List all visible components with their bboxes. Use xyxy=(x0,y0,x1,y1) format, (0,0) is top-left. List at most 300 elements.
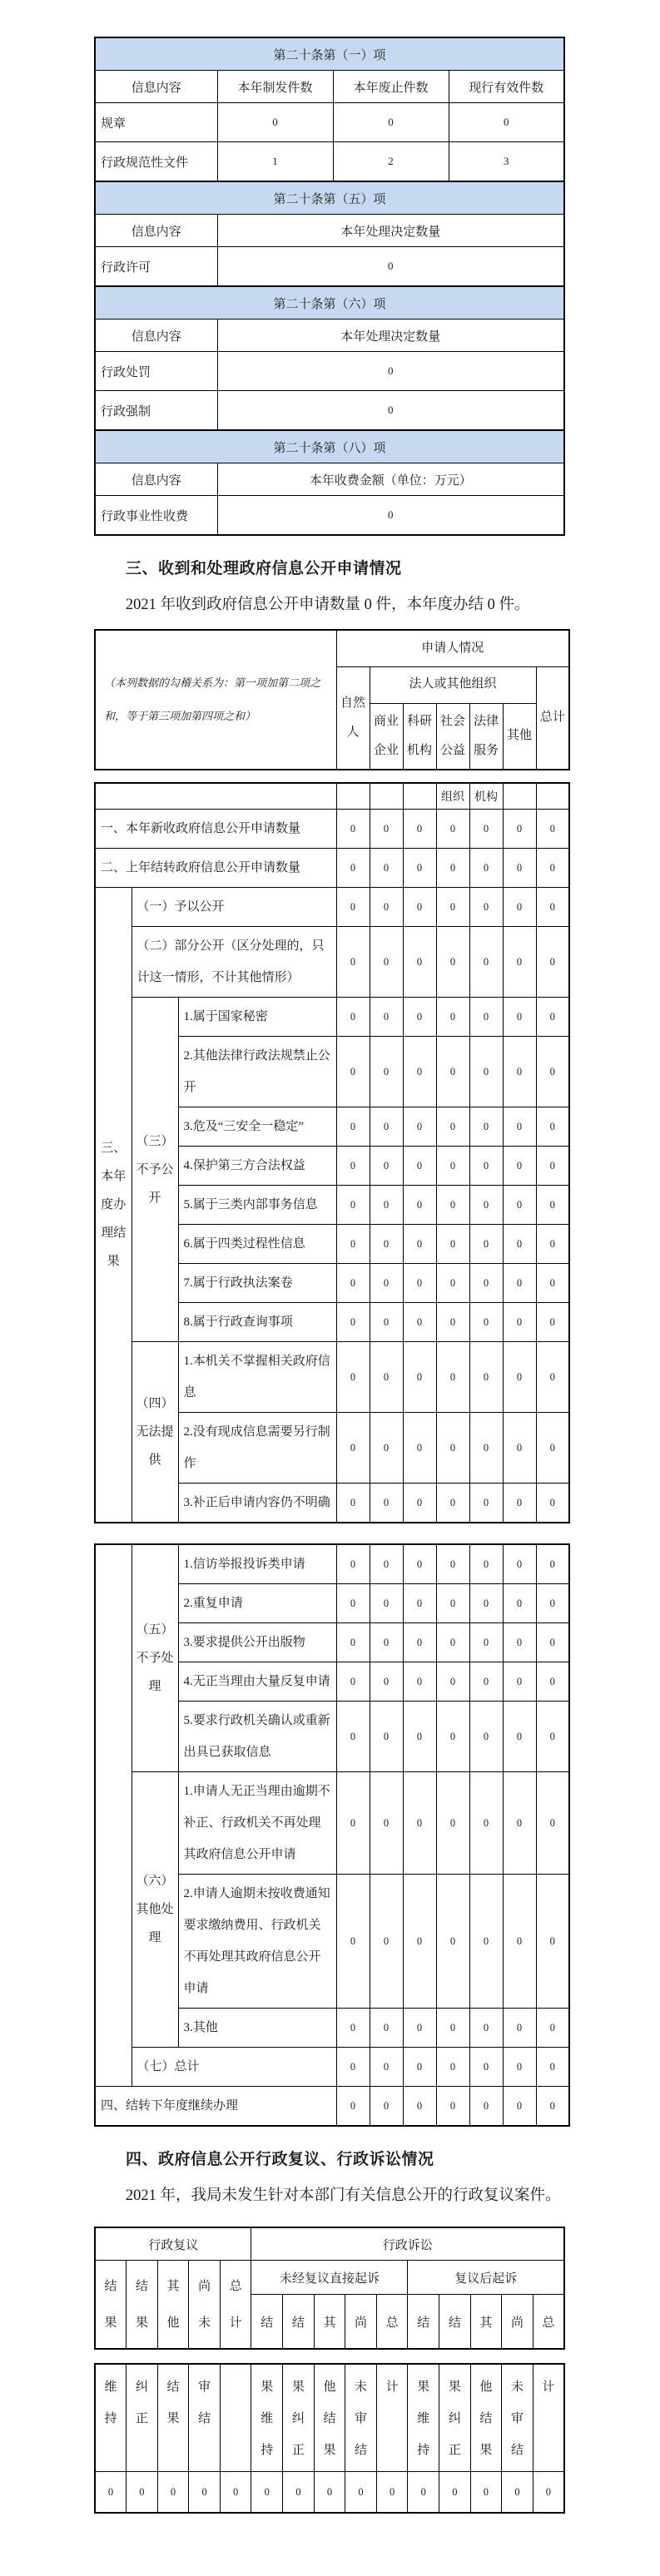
value-cell: 0 xyxy=(403,810,436,849)
value-cell: 0 xyxy=(503,888,536,927)
column-header: 本年收费金额（单位：万元） xyxy=(217,463,564,496)
value-cell: 0 xyxy=(370,849,403,888)
column-header-continued xyxy=(439,2364,471,2472)
value-cell: 0 xyxy=(336,1264,370,1303)
column-header-continued xyxy=(314,2364,345,2472)
value-cell: 0 xyxy=(536,927,569,998)
value-cell: 0 xyxy=(536,1413,569,1484)
value-cell: 0 xyxy=(469,849,503,888)
column-header: 信息内容 xyxy=(95,71,217,103)
row-label: 规章 xyxy=(95,103,217,142)
value-cell: 0 xyxy=(436,927,469,998)
value-cell: 0 xyxy=(436,1584,469,1623)
value-cell: 0 xyxy=(436,2087,469,2127)
value-cell: 0 xyxy=(503,927,536,998)
value-cell: 0 xyxy=(336,927,370,998)
legal-sub-header: 其他 xyxy=(503,703,536,770)
value-cell: 0 xyxy=(336,1342,370,1413)
value-cell: 0 xyxy=(345,2472,377,2514)
value-cell: 0 xyxy=(469,1623,503,1662)
value-cell: 0 xyxy=(536,1662,569,1702)
value-cell: 0 xyxy=(189,2472,221,2514)
lawsuit-column-header: 结 xyxy=(439,2295,471,2350)
value-cell: 0 xyxy=(469,1303,503,1342)
value-cell: 0 xyxy=(336,1623,370,1662)
value-cell: 0 xyxy=(503,1147,536,1186)
lawsuit-column-header: 其 xyxy=(470,2295,502,2350)
row-label: 2.没有现成信息需要另行制作 xyxy=(178,1413,336,1484)
value-cell: 0 xyxy=(336,998,370,1037)
legal-sub-header: 社会公益 xyxy=(436,703,469,770)
lawsuit-column-header: 结 xyxy=(283,2295,315,2350)
value-cell: 0 xyxy=(370,1875,403,2009)
spacer-cell xyxy=(220,2364,251,2472)
value-cell: 0 xyxy=(403,1147,436,1186)
value-cell: 0 xyxy=(503,1544,536,1584)
spacer-cell xyxy=(403,783,436,810)
row-label: 8.属于行政查询事项 xyxy=(178,1303,336,1342)
review-column-header xyxy=(220,2261,251,2350)
value-cell: 0 xyxy=(436,888,469,927)
applicant-header: 申请人情况 xyxy=(336,630,569,666)
value-cell: 0 xyxy=(217,103,333,142)
review-lawsuit-table-header xyxy=(94,2227,565,2350)
vertical-text: 纠正 xyxy=(135,2380,148,2425)
value-cell: 0 xyxy=(436,1772,469,1875)
application-table-main xyxy=(94,782,570,1523)
value-cell: 0 xyxy=(536,1186,569,1225)
lawsuit-column-header: 结 xyxy=(408,2295,439,2350)
application-table-header xyxy=(94,629,570,770)
value-cell: 0 xyxy=(536,1342,569,1413)
value-cell: 0 xyxy=(470,2472,502,2514)
section3-heading: 三、收到和处理政府信息公开申请情况 xyxy=(126,560,402,577)
column-header-continued xyxy=(408,2364,439,2472)
row-label: 行政规范性文件 xyxy=(95,142,217,182)
value-cell: 0 xyxy=(251,2472,283,2514)
vertical-text: 他结果 xyxy=(479,2380,493,2457)
value-cell: 0 xyxy=(370,1772,403,1875)
value-cell: 0 xyxy=(469,1147,503,1186)
value-cell: 0 xyxy=(336,2087,370,2127)
value-cell: 0 xyxy=(336,1225,370,1264)
value-cell: 0 xyxy=(536,1107,569,1147)
section4-paragraph: 2021 年，我局未发生针对本部门有关信息公开的行政复议案件。 xyxy=(125,2187,561,2204)
value-cell: 0 xyxy=(336,1303,370,1342)
row-label: （七）总计 xyxy=(132,2048,336,2087)
column-header-continued xyxy=(189,2364,221,2472)
value-cell: 0 xyxy=(220,2472,251,2514)
value-cell: 0 xyxy=(436,1342,469,1413)
row-label: 3.要求提供公开出版物 xyxy=(178,1623,336,1662)
column-header: 现行有效件数 xyxy=(449,71,564,103)
row-label: 3.其他 xyxy=(178,2009,336,2048)
value-cell: 0 xyxy=(436,1662,469,1702)
value-cell: 0 xyxy=(403,2087,436,2127)
value-cell: 0 xyxy=(376,2472,408,2514)
value-cell: 0 xyxy=(503,2009,536,2048)
value-cell: 0 xyxy=(536,2009,569,2048)
row-label: 1.本机关不掌握相关政府信息 xyxy=(178,1342,336,1413)
value-cell: 0 xyxy=(336,1584,370,1623)
lawsuit-column-header: 结 xyxy=(251,2295,283,2350)
value-cell: 0 xyxy=(336,1702,370,1772)
value-cell: 0 xyxy=(336,1037,370,1107)
value-cell: 0 xyxy=(370,1544,403,1584)
value-cell: 0 xyxy=(157,2472,189,2514)
row-label: 1.信访举报投诉类申请 xyxy=(178,1544,336,1584)
review-column-header xyxy=(189,2261,221,2350)
section4-heading: 四、政府信息公开行政复议、行政诉讼情况 xyxy=(126,2151,434,2168)
value-cell: 0 xyxy=(503,1875,536,2009)
column-header-continued: 组织 xyxy=(436,783,469,810)
value-cell: 0 xyxy=(503,1225,536,1264)
review-column-header xyxy=(157,2261,189,2350)
row-label: （一）予以公开 xyxy=(132,888,336,927)
spacer-cell xyxy=(95,1544,132,2087)
vertical-text: 果纠正 xyxy=(291,2380,305,2457)
value-cell: 0 xyxy=(436,1623,469,1662)
value-cell: 0 xyxy=(403,888,436,927)
value-cell: 0 xyxy=(469,1772,503,1875)
value-cell: 0 xyxy=(370,1186,403,1225)
value-cell: 0 xyxy=(503,2048,536,2087)
value-cell: 0 xyxy=(436,1264,469,1303)
value-cell: 0 xyxy=(370,2087,403,2127)
lawsuit-column-header: 其 xyxy=(314,2295,345,2350)
natural-person-header: 自然人 xyxy=(336,666,370,770)
value-cell: 0 xyxy=(403,1413,436,1484)
vertical-text: 未审结 xyxy=(511,2380,524,2457)
lawsuit-column-header: 总 xyxy=(533,2295,564,2350)
row-label: 3.危及“三安全一稳定” xyxy=(178,1107,336,1147)
value-cell: 0 xyxy=(469,1875,503,2009)
value-cell: 0 xyxy=(336,1484,370,1523)
value-cell: 0 xyxy=(336,810,370,849)
column-header: 本年制发件数 xyxy=(217,71,333,103)
table-title: 第二十条第（六）项 xyxy=(95,286,564,320)
value-cell: 0 xyxy=(469,888,503,927)
row-label: 行政许可 xyxy=(95,247,217,287)
column-header: 信息内容 xyxy=(95,215,217,247)
value-cell: 0 xyxy=(436,1303,469,1342)
value-cell: 0 xyxy=(370,1623,403,1662)
lawsuit-column-header: 尚 xyxy=(502,2295,533,2350)
value-cell: 0 xyxy=(436,2009,469,2048)
value-cell: 0 xyxy=(370,1413,403,1484)
value-cell: 0 xyxy=(336,1772,370,1875)
vertical-text: 结果 xyxy=(135,2279,148,2330)
value-cell: 0 xyxy=(370,927,403,998)
vertical-text: 计 xyxy=(542,2380,555,2394)
value-cell: 0 xyxy=(370,1584,403,1623)
group-label: （六）其他处理 xyxy=(132,1772,178,2048)
row-label: （二）部分公开（区分处理的，只计这一情形，不计其他情形） xyxy=(132,927,336,998)
value-cell: 0 xyxy=(536,2048,569,2087)
value-cell: 0 xyxy=(370,1662,403,1702)
direct-suit-header: 未经复议直接起诉 xyxy=(251,2261,408,2295)
vertical-text: 未审结 xyxy=(355,2380,368,2457)
after-review-suit-header: 复议后起诉 xyxy=(408,2261,564,2295)
vertical-text: 果维持 xyxy=(261,2380,274,2457)
value-cell: 0 xyxy=(403,1186,436,1225)
value-cell: 0 xyxy=(403,1662,436,1702)
vertical-text: 其他 xyxy=(166,2279,180,2330)
application-table-continued xyxy=(94,1543,570,2127)
group-label: （五）不予处理 xyxy=(132,1544,178,1772)
value-cell: 0 xyxy=(370,2009,403,2048)
group-label: （四）无法提供 xyxy=(132,1342,178,1523)
value-cell: 0 xyxy=(336,888,370,927)
row-label: 四、结转下年度继续办理 xyxy=(95,2087,336,2127)
legal-sub-header: 科研机构 xyxy=(403,703,436,770)
group-label: （三）不予公开 xyxy=(132,998,178,1342)
value-cell: 0 xyxy=(436,810,469,849)
value-cell: 0 xyxy=(503,2087,536,2127)
vertical-text: 计 xyxy=(385,2380,399,2394)
value-cell: 0 xyxy=(403,1303,436,1342)
spacer-cell xyxy=(95,783,336,810)
value-cell: 0 xyxy=(370,810,403,849)
value-cell: 3 xyxy=(449,142,564,182)
value-cell: 0 xyxy=(503,810,536,849)
value-cell: 0 xyxy=(502,2472,533,2514)
value-cell: 0 xyxy=(536,998,569,1037)
value-cell: 0 xyxy=(503,1264,536,1303)
value-cell: 0 xyxy=(403,998,436,1037)
vertical-text: 结果 xyxy=(166,2380,180,2425)
value-cell: 0 xyxy=(533,2472,564,2514)
row-label: 行政强制 xyxy=(95,391,217,431)
value-cell: 0 xyxy=(370,1107,403,1147)
vertical-text: 果纠正 xyxy=(448,2380,461,2457)
value-cell: 0 xyxy=(469,1484,503,1523)
table-title: 第二十条第（八）项 xyxy=(95,430,564,463)
value-cell: 0 xyxy=(469,1186,503,1225)
value-cell: 0 xyxy=(403,1875,436,2009)
value-cell: 0 xyxy=(536,1037,569,1107)
column-header-continued xyxy=(157,2364,189,2472)
value-cell: 0 xyxy=(536,888,569,927)
spacer-cell xyxy=(336,783,370,810)
total-header: 总计 xyxy=(536,666,569,770)
value-cell: 0 xyxy=(436,1484,469,1523)
value-cell: 0 xyxy=(336,849,370,888)
value-cell: 0 xyxy=(403,1225,436,1264)
value-cell: 0 xyxy=(536,1264,569,1303)
value-cell: 0 xyxy=(536,1623,569,1662)
value-cell: 0 xyxy=(469,927,503,998)
value-cell: 0 xyxy=(95,2472,127,2514)
column-header-continued xyxy=(345,2364,377,2472)
value-cell: 0 xyxy=(536,1772,569,1875)
value-cell: 0 xyxy=(403,2009,436,2048)
lawsuit-column-header: 尚 xyxy=(345,2295,377,2350)
value-cell: 0 xyxy=(469,1702,503,1772)
value-cell: 0 xyxy=(370,1037,403,1107)
row-label: 行政事业性收费 xyxy=(95,496,217,536)
value-cell: 0 xyxy=(370,1264,403,1303)
value-cell: 2 xyxy=(333,142,449,182)
value-cell: 0 xyxy=(403,2048,436,2087)
row-label: 5.属于三类内部事务信息 xyxy=(178,1186,336,1225)
value-cell: 0 xyxy=(403,1772,436,1875)
vertical-text: 他结果 xyxy=(323,2380,336,2457)
value-cell: 0 xyxy=(536,849,569,888)
value-cell: 0 xyxy=(469,1413,503,1484)
article20-table xyxy=(94,429,565,536)
vertical-text: 总计 xyxy=(229,2279,242,2330)
column-header: 本年处理决定数量 xyxy=(217,320,564,352)
vertical-text: 结果 xyxy=(104,2279,117,2330)
note-cell: （本列数据的勾稽关系为：第一项加第二项之和，等于第三项加第四项之和） xyxy=(95,630,336,770)
value-cell: 0 xyxy=(503,1107,536,1147)
value-cell: 0 xyxy=(536,1147,569,1186)
value-cell: 0 xyxy=(469,1584,503,1623)
value-cell: 0 xyxy=(449,103,564,142)
column-header-continued xyxy=(283,2364,315,2472)
value-cell: 0 xyxy=(436,1544,469,1584)
row-label: 7.属于行政执法案卷 xyxy=(178,1264,336,1303)
column-header-continued xyxy=(376,2364,408,2472)
value-cell: 0 xyxy=(469,2009,503,2048)
value-cell: 0 xyxy=(336,1875,370,2009)
admin-review-header: 行政复议 xyxy=(95,2227,251,2261)
lawsuit-column-header: 总 xyxy=(376,2295,408,2350)
column-header-continued xyxy=(502,2364,533,2472)
value-cell: 1 xyxy=(217,142,333,182)
value-cell: 0 xyxy=(403,1037,436,1107)
value-cell: 0 xyxy=(217,352,564,391)
row-label: 6.属于四类过程性信息 xyxy=(178,1225,336,1264)
value-cell: 0 xyxy=(403,849,436,888)
column-header: 本年废止件数 xyxy=(333,71,449,103)
column-header-continued xyxy=(127,2364,158,2472)
column-header-continued: 机构 xyxy=(469,783,503,810)
value-cell: 0 xyxy=(408,2472,439,2514)
value-cell: 0 xyxy=(217,247,564,287)
value-cell: 0 xyxy=(436,1037,469,1107)
row-label: 2.重复申请 xyxy=(178,1584,336,1623)
value-cell: 0 xyxy=(436,1107,469,1147)
value-cell: 0 xyxy=(370,998,403,1037)
article20-table xyxy=(94,37,565,182)
value-cell: 0 xyxy=(503,1303,536,1342)
value-cell: 0 xyxy=(469,1264,503,1303)
table-title: 第二十条第（一）项 xyxy=(95,37,564,71)
value-cell: 0 xyxy=(436,2048,469,2087)
legal-sub-header: 法律服务 xyxy=(469,703,503,770)
value-cell: 0 xyxy=(336,1107,370,1147)
value-cell: 0 xyxy=(536,1584,569,1623)
spacer-cell xyxy=(536,783,569,810)
vertical-text: 审结 xyxy=(198,2380,211,2425)
value-cell: 0 xyxy=(469,1342,503,1413)
value-cell: 0 xyxy=(436,849,469,888)
value-cell: 0 xyxy=(436,1702,469,1772)
value-cell: 0 xyxy=(370,1225,403,1264)
row-label: 4.无正当理由大量反复申请 xyxy=(178,1662,336,1702)
article20-tables xyxy=(0,0,660,536)
value-cell: 0 xyxy=(370,1303,403,1342)
value-cell: 0 xyxy=(503,1037,536,1107)
value-cell: 0 xyxy=(536,1875,569,2009)
value-cell: 0 xyxy=(503,1623,536,1662)
value-cell: 0 xyxy=(436,1225,469,1264)
value-cell: 0 xyxy=(403,1702,436,1772)
value-cell: 0 xyxy=(336,1544,370,1584)
value-cell: 0 xyxy=(370,1702,403,1772)
value-cell: 0 xyxy=(403,1107,436,1147)
value-cell: 0 xyxy=(503,849,536,888)
value-cell: 0 xyxy=(370,2048,403,2087)
value-cell: 0 xyxy=(436,1186,469,1225)
value-cell: 0 xyxy=(503,1413,536,1484)
value-cell: 0 xyxy=(436,1875,469,2009)
value-cell: 0 xyxy=(536,1303,569,1342)
value-cell: 0 xyxy=(403,927,436,998)
value-cell: 0 xyxy=(469,1544,503,1584)
vertical-text: 果维持 xyxy=(417,2380,430,2457)
value-cell: 0 xyxy=(336,1662,370,1702)
value-cell: 0 xyxy=(370,1342,403,1413)
vertical-text: 尚未 xyxy=(198,2279,211,2330)
value-cell: 0 xyxy=(403,1623,436,1662)
column-header: 信息内容 xyxy=(95,463,217,496)
row-label: 3.补正后申请内容仍不明确 xyxy=(178,1484,336,1523)
row-label: 5.要求行政机关确认或重新出具已获取信息 xyxy=(178,1702,336,1772)
legal-sub-header: 商业企业 xyxy=(370,703,403,770)
value-cell: 0 xyxy=(536,2087,569,2127)
value-cell: 0 xyxy=(314,2472,345,2514)
value-cell: 0 xyxy=(536,1484,569,1523)
value-cell: 0 xyxy=(403,1584,436,1623)
value-cell: 0 xyxy=(503,1772,536,1875)
column-header-continued xyxy=(95,2364,127,2472)
value-cell: 0 xyxy=(217,496,564,536)
row-label: 一、本年新收政府信息公开申请数量 xyxy=(95,810,336,849)
value-cell: 0 xyxy=(503,1662,536,1702)
value-cell: 0 xyxy=(370,1147,403,1186)
value-cell: 0 xyxy=(336,2048,370,2087)
value-cell: 0 xyxy=(503,1342,536,1413)
row-label: 二、上年结转政府信息公开申请数量 xyxy=(95,849,336,888)
value-cell: 0 xyxy=(336,1413,370,1484)
section3-paragraph: 2021 年收到政府信息公开申请数量 0 件，本年度办结 0 件。 xyxy=(125,597,530,613)
value-cell: 0 xyxy=(127,2472,158,2514)
value-cell: 0 xyxy=(436,1413,469,1484)
value-cell: 0 xyxy=(336,1147,370,1186)
value-cell: 0 xyxy=(403,1342,436,1413)
value-cell: 0 xyxy=(536,810,569,849)
column-header-continued xyxy=(533,2364,564,2472)
review-lawsuit-table-values xyxy=(94,2363,565,2514)
row-label: 4.保护第三方合法权益 xyxy=(178,1147,336,1186)
table-title: 第二十条第（五）项 xyxy=(95,181,564,215)
column-header: 本年处理决定数量 xyxy=(217,215,564,247)
value-cell: 0 xyxy=(336,1186,370,1225)
value-cell: 0 xyxy=(469,2048,503,2087)
value-cell: 0 xyxy=(469,1225,503,1264)
vertical-text: 维持 xyxy=(104,2380,117,2425)
value-cell: 0 xyxy=(469,1107,503,1147)
value-cell: 0 xyxy=(503,1702,536,1772)
row-label: 2.其他法律行政法规禁止公开 xyxy=(178,1037,336,1107)
value-cell: 0 xyxy=(469,1037,503,1107)
value-cell: 0 xyxy=(469,1662,503,1702)
value-cell: 0 xyxy=(503,1584,536,1623)
group-label: 三、本年度办理结果 xyxy=(95,888,132,1523)
